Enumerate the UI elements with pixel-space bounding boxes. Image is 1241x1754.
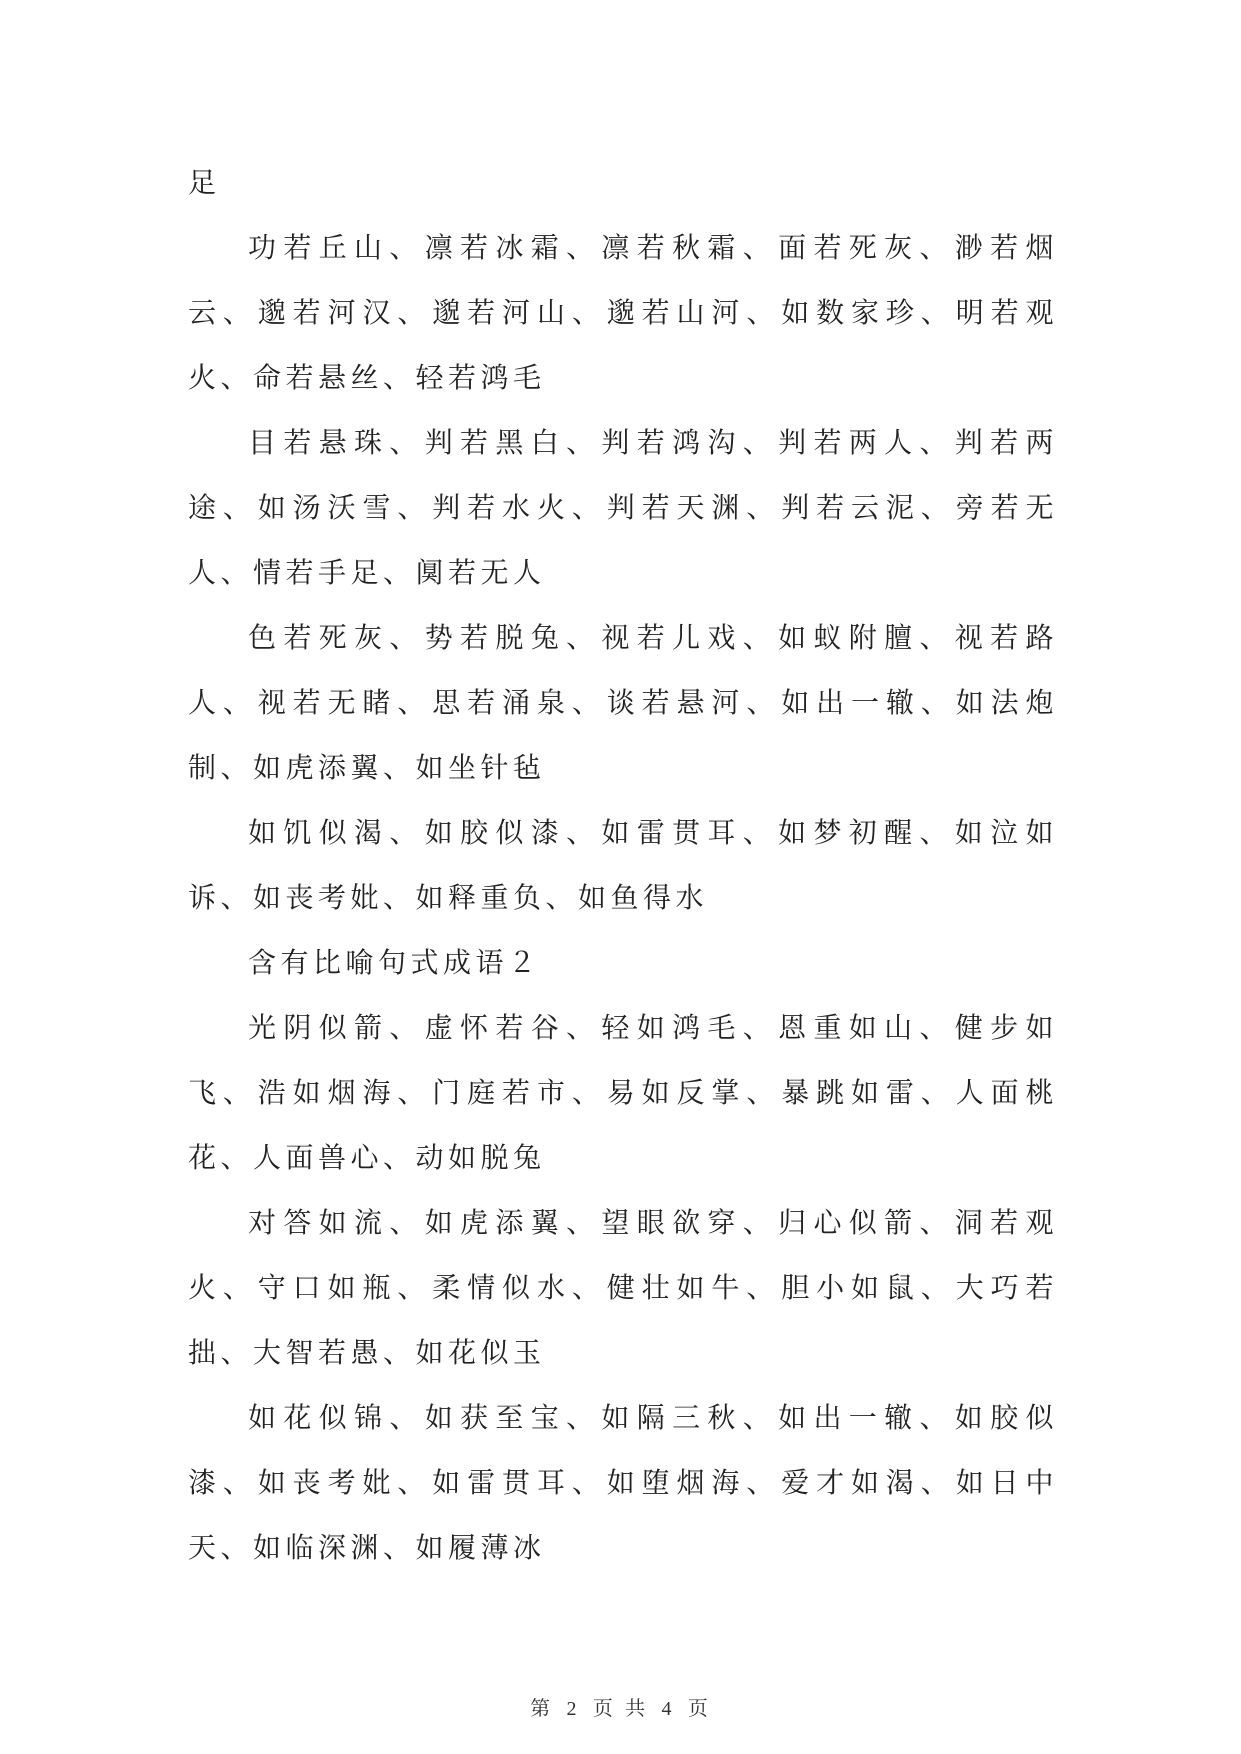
footer-prefix: 第 [530, 1696, 554, 1720]
paragraph: 功若丘山、凛若冰霜、凛若秋霜、面若死灰、渺若烟云、邈若河汉、邈若河山、邈若山河、如数家珍、明若观火、命若悬丝、轻若鸿毛 [188, 231, 1058, 394]
footer-middle: 页 共 [592, 1696, 649, 1720]
paragraph: 如花似锦、如获至宝、如隔三秋、如出一辙、如胶似漆、如丧考妣、如雷贯耳、如堕烟海、爱才如渴、如日中天、如临深渊、如履薄冰 [188, 1401, 1058, 1564]
document-body [188, 150, 1058, 1580]
paragraph: 光阴似箭、虚怀若谷、轻如鸿毛、恩重如山、健步如飞、浩如烟海、门庭若市、易如反掌、暴跳如雷、人面桃花、人面兽心、动如脱兔 [188, 1011, 1058, 1174]
footer-current-page: 2 [566, 1698, 580, 1720]
paragraph: 对答如流、如虎添翼、望眼欲穿、归心似箭、洞若观火、守口如瓶、柔情似水、健壮如牛、胆小如鼠、大巧若拙、大智若愚、如花似玉 [188, 1206, 1058, 1369]
paragraph: 目若悬珠、判若黑白、判若鸿沟、判若两人、判若两途、如汤沃雪、判若水火、判若天渊、判若云泥、旁若无人、情若手足、阒若无人 [188, 426, 1058, 589]
page-footer [0, 1692, 1241, 1721]
paragraph: 如饥似渴、如胶似漆、如雷贯耳、如梦初醒、如泣如诉、如丧考妣、如释重负、如鱼得水 [188, 816, 1058, 914]
paragraph: 色若死灰、势若脱兔、视若儿戏、如蚁附膻、视若路人、视若无睹、思若涌泉、谈若悬河、如出一辙、如法炮制、如虎添翼、如坐针毡 [188, 621, 1058, 784]
section-heading: 含有比喻句式成语２ [248, 946, 541, 979]
paragraph-continuation: 足 [188, 166, 221, 199]
footer-suffix: 页 [687, 1696, 711, 1720]
footer-total-pages: 4 [661, 1698, 675, 1720]
